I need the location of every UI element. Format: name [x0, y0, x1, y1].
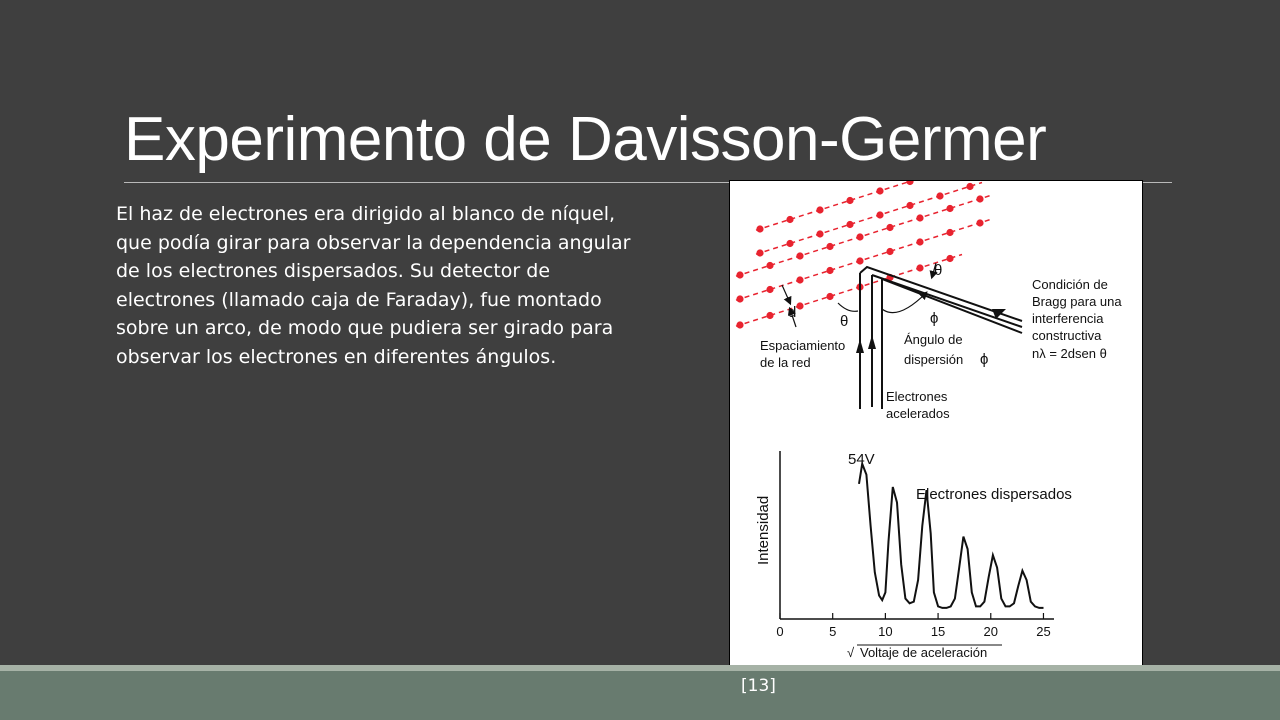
d-label: d: [788, 304, 797, 321]
lattice-atom: [906, 181, 913, 185]
lattice-atom: [826, 293, 833, 300]
lattice-atom: [816, 230, 823, 237]
lattice-line: [736, 219, 992, 300]
bragg-text-line3: interferencia: [1032, 311, 1104, 326]
lattice-atom: [906, 202, 913, 209]
lattice-atom: [886, 248, 893, 255]
x-tick-label: 25: [1036, 624, 1051, 639]
bragg-text-line4: constructiva: [1032, 328, 1102, 343]
lattice-atom: [946, 255, 953, 262]
incident-beam: [856, 273, 882, 409]
lattice-atom: [756, 225, 763, 232]
electrons-label-line2: acelerados: [886, 406, 950, 421]
lattice-atom: [856, 257, 863, 264]
series-label: Electrones dispersados: [916, 486, 1072, 503]
bragg-equation: nλ = 2dsen θ: [1032, 346, 1107, 361]
x-tick-label: 0: [776, 624, 784, 639]
lattice-atom: [736, 321, 743, 328]
intensity-chart: [755, 451, 1072, 660]
theta-left-label: θ: [840, 313, 849, 330]
lattice-atom: [856, 233, 863, 240]
x-tick-label: 20: [983, 624, 999, 639]
lattice-atom: [796, 276, 803, 283]
phi-label: ϕ: [930, 310, 939, 327]
lattice-atom: [766, 286, 773, 293]
spacing-label-line2: de la red: [760, 355, 811, 370]
x-tick-label: 10: [878, 624, 893, 639]
x-axis-label: Voltaje de aceleración: [860, 645, 988, 660]
figure-svg: [730, 181, 1142, 665]
lattice-atom: [916, 238, 923, 245]
slide-title: Experimento de Davisson-Germer: [124, 105, 1047, 174]
x-ticks: [776, 613, 1050, 639]
lattice-atom: [826, 267, 833, 274]
crystal-lattice: [736, 181, 1012, 329]
spacing-label-line1: Espaciamiento: [760, 338, 846, 353]
y-axis-label: Intensidad: [755, 495, 772, 565]
bragg-text-line1: Condición de: [1032, 277, 1108, 292]
theta-arc-left: [838, 303, 858, 311]
lattice-atom: [916, 264, 923, 271]
lattice-atom: [816, 206, 823, 213]
lattice-atom: [886, 224, 893, 231]
lattice-atom: [976, 195, 983, 202]
lattice-atom: [876, 187, 883, 194]
lattice-atom: [766, 312, 773, 319]
x-tick-label: 5: [829, 624, 837, 639]
lattice-atom: [976, 219, 983, 226]
phi-arc: [882, 293, 926, 313]
lattice-atom: [786, 216, 793, 223]
peak-annotation: 54V: [848, 451, 875, 468]
x-tick-label: 15: [930, 624, 946, 639]
footer-bar: [0, 671, 1280, 720]
lattice-atom: [736, 271, 743, 278]
angle-label-line2: dispersión: [904, 352, 964, 367]
lattice-atom: [946, 229, 953, 236]
lattice-line: [756, 181, 1012, 230]
lattice-atom: [966, 183, 973, 190]
bragg-text-line2: Bragg para una: [1032, 294, 1122, 309]
lattice-atom: [736, 295, 743, 302]
lattice-atom: [766, 262, 773, 269]
lattice-atom: [796, 252, 803, 259]
lattice-atom: [876, 211, 883, 218]
slide-body-text: El haz de electrones era dirigido al blanco de níquel, que podía girar para observar la dependencia angular de los electrones dispersados. Su detector de electrones (llamado caja de Faraday), fue montado sobre un arco, de modo que pudiera ser girado para observar los electrones en diferentes ángulos.: [116, 203, 631, 368]
davisson-germer-figure: [729, 180, 1143, 666]
theta-top-label: θ: [934, 262, 943, 279]
lattice-atom: [946, 205, 953, 212]
angle-symbol: ϕ: [980, 351, 989, 368]
lattice-atom: [846, 197, 853, 204]
lattice-atom: [916, 214, 923, 221]
electrons-label-line1: Electrones: [886, 389, 948, 404]
lattice-atom: [936, 192, 943, 199]
lattice-atom: [796, 302, 803, 309]
lattice-line: [736, 195, 992, 276]
lattice-atom: [826, 243, 833, 250]
x-axis-label-prefix: √: [847, 645, 855, 660]
lattice-atom: [756, 249, 763, 256]
citation-label: [13]: [741, 676, 776, 696]
angle-label-line1: Ángulo de: [904, 332, 963, 347]
lattice-atom: [786, 240, 793, 247]
lattice-atom: [846, 221, 853, 228]
